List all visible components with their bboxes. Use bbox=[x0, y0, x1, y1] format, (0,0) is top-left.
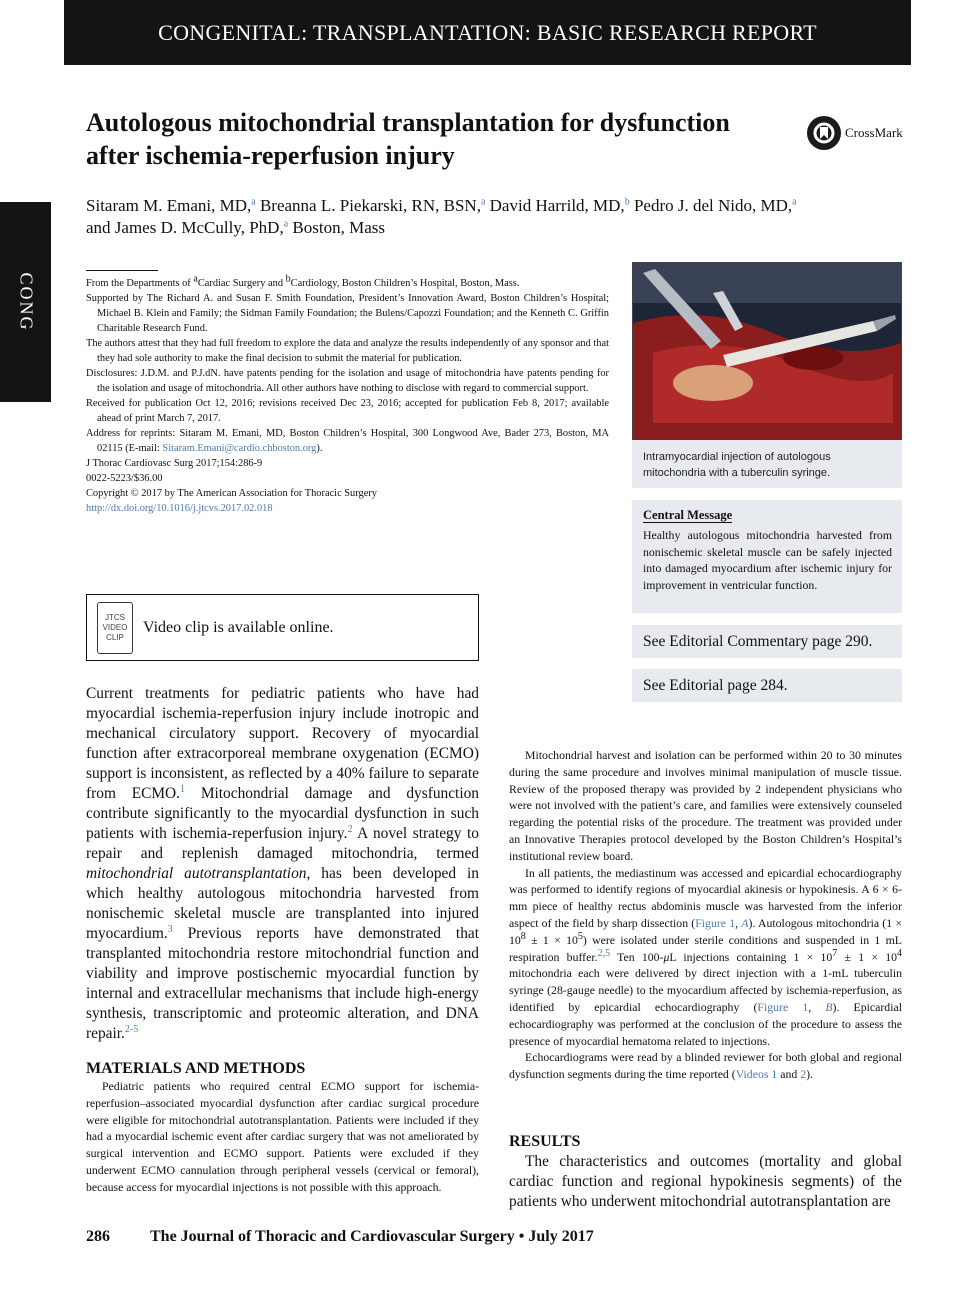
footnote-copyright: Copyright © 2017 by The American Association for Thoracic Surgery bbox=[86, 488, 377, 499]
side-tab-label: CONG bbox=[16, 272, 36, 332]
author: Sitaram M. Emani, MD, bbox=[86, 196, 252, 215]
author-affiliation[interactable]: a bbox=[480, 196, 486, 208]
intro-paragraph: Current treatments for pediatric patients who have had myocardial ischemia-reperfusion injury include inotropic and mechanical circulatory support. Recovery of myocardial function after extracorporeal membrane oxygenation (ECMO) support is inconsistent, as reflected by a 40% failure to separate from ECMO.$^1$ Mitochondrial damage and dysfunction contribute significantly to the myocardial dysfunction in such patients with ischemia-reperfusion injury.$^2$ A novel strategy to repair and replenish damaged mitochondria, termed mitochondrial autotransplantation, has been developed in which healthy autologous mitochondria harvested from nonischemic skeletal muscle are transplanted into injured myocardium.$^3$ Previous reports have demonstrated that transplanted mitochondria restore mitochondrial function and viability and improve postischemic myocardial function by internal and extracellular mechanisms that include high-energy synthesis, transcriptomic and proteomic alteration, and DNA repair.$^{2-5}$ bbox=[86, 685, 479, 1042]
article-title bbox=[86, 106, 786, 172]
footnote-affiliations: From the Departments of $^a$Cardiac Surgery and $^b$Cardiology, Boston Children’s Hospital, Boston, Mass. bbox=[86, 273, 520, 289]
title-line-1: Autologous mitochondrial transplantation for dysfunction bbox=[86, 108, 730, 137]
central-message-heading: Central Message bbox=[643, 508, 733, 522]
author: David Harrild, MD, bbox=[489, 196, 625, 215]
methods-section bbox=[86, 1060, 479, 1196]
methods-paragraph: Mitochondrial harvest and isolation can be performed within 20 to 30 minutes during the same procedure and involves minimal manipulation of muscle tissue. Review of the proposed therapy was provided by 2 independent physicians who were not involved with the patient’s care, and families were extensively counseled regarding the potential risks of the procedure. The treatment was provided under an Innovative Therapies protocol developed by the Boston Children’s Hospital’s institutional review board. bbox=[509, 748, 902, 863]
author-location: Boston, Mass bbox=[292, 218, 385, 237]
central-message-box bbox=[632, 500, 902, 613]
figure-photo bbox=[632, 262, 902, 442]
email-link[interactable]: Sitaram.Emani@cardio.chboston.org bbox=[162, 443, 317, 454]
author-affiliation[interactable]: a bbox=[251, 196, 256, 208]
editorial-commentary-link[interactable]: See Editorial Commentary page 290. bbox=[632, 625, 902, 658]
reference-link[interactable]: 2 bbox=[347, 823, 353, 835]
side-section-tab bbox=[0, 202, 51, 402]
reference-link[interactable]: 3 bbox=[167, 923, 173, 935]
reference-link[interactable]: 2-5 bbox=[124, 1023, 139, 1035]
author: Pedro J. del Nido, MD, bbox=[633, 196, 793, 215]
page-number: 286 bbox=[86, 1228, 110, 1245]
journal-name: The Journal of Thoracic and Cardiovascular Surgery • July 2017 bbox=[150, 1228, 594, 1245]
crossmark-badge[interactable] bbox=[807, 116, 903, 150]
running-title: CONGENITAL: TRANSPLANTATION: BASIC RESEARCH REPORT bbox=[158, 19, 817, 45]
footnotes bbox=[86, 273, 609, 516]
results-heading: RESULTS bbox=[509, 1133, 581, 1150]
crossmark-label: CrossMark bbox=[845, 125, 903, 140]
crossmark-icon bbox=[807, 116, 841, 150]
reference-link[interactable]: 1 bbox=[180, 783, 186, 795]
figure-link[interactable]: Figure 1 bbox=[757, 999, 809, 1014]
figure-caption: Intramyocardial injection of autologous mitochondria with a tuberculin syringe. bbox=[632, 440, 902, 488]
video-link[interactable]: 2 bbox=[800, 1067, 807, 1082]
video-clip-box[interactable] bbox=[86, 594, 479, 661]
title-line-2: after ischemia-reperfusion injury bbox=[86, 141, 455, 170]
author: Breanna L. Piekarski, RN, BSN, bbox=[259, 196, 481, 215]
methods-heading: MATERIALS AND METHODS bbox=[86, 1060, 306, 1077]
video-link[interactable]: Videos 1 bbox=[735, 1067, 778, 1082]
editorial-link[interactable]: See Editorial page 284. bbox=[632, 669, 902, 702]
footnote-citation: J Thorac Cardiovasc Surg 2017;154:286-9 bbox=[86, 458, 263, 469]
figure-link[interactable]: Figure 1 bbox=[695, 915, 736, 930]
footnote-rule bbox=[86, 270, 158, 271]
footnote-attestation: The authors attest that they had full freedom to explore the data and analyze the results independently of any sponsor and that they had sole authority to make the final decision to submit the material for publication. bbox=[86, 338, 609, 364]
author: and James D. McCully, PhD, bbox=[86, 218, 284, 237]
author-affiliation[interactable]: a bbox=[792, 196, 797, 208]
running-header bbox=[64, 0, 911, 65]
methods-continued bbox=[509, 747, 902, 1083]
video-clip-text: Video clip is available online. bbox=[143, 618, 334, 636]
methods-paragraph: Echocardiograms were read by a blinded reviewer for both global and regional dysfunction segments during the time reported (Videos 1 and 2). bbox=[509, 1050, 902, 1082]
footnote-address: Address for reprints: Sitaram M. Emani, MD, Boston Children’s Hospital, 300 Longwood Ave, Bader 273, Boston, MA 02115 (E-mail: Sitaram.Emani@cardio.chboston.org). bbox=[86, 428, 609, 454]
footnote-disclosures: Disclosures: J.D.M. and P.J.dN. have patents pending for the isolation and usage of mitochondria have patents pending for the isolation and usage of mitochondria. All other authors have nothing to disclose with regard to commercial support. bbox=[86, 368, 609, 394]
footnote-dates: Received for publication Oct 12, 2016; revisions received Dec 23, 2016; accepted for publication Feb 8, 2017; available ahead of print March 7, 2017. bbox=[86, 398, 609, 424]
author-affiliation[interactable]: a bbox=[283, 218, 289, 230]
author-affiliation[interactable]: b bbox=[624, 196, 630, 208]
footnote-issn: 0022-5223/$36.00 bbox=[86, 473, 163, 484]
video-clip-icon: JTCS VIDEO CLIP bbox=[97, 602, 133, 654]
footnote-funding: Supported by The Richard A. and Susan F. Smith Foundation, President’s Innovation Award, Boston Children’s Hospital; Michael B. Klein and Family; the Sidman Family Foundation; the Bulens/Capozzi Foundation; and the Kenneth C. Griffin Charitable Research Fund. bbox=[86, 293, 609, 334]
methods-paragraph: In all patients, the mediastinum was accessed and epicardial echocardiography was performed to identify regions of myocardial akinesis or hypokinesis. A 6 × 6-mm piece of healthy rectus abdominis muscle was harvested from the inferior aspect of the field by sharp dissection (Figure 1, A). Autologous mitochondria $(1 \times 10^8 \pm 1 \times 10^5)$ were isolated under sterile conditions and suspended in 1 mL respiration buffer.$^{2,5}$ Ten 100-μL injections containing $1 \times 10^7 \pm 1 \times 10^4$ mitochondria each were delivered by direct injection with a 1-mL tuberculin syringe (28-gauge needle) to the myocardium affected by ischemia-reperfusion, as identified by epicardial echocardiography (Figure 1, B). Epicardial echocardiography was performed at the conclusion of the procedure to assess the presence of myocardial hematoma related to injections. bbox=[509, 865, 902, 1048]
introduction bbox=[86, 684, 479, 1044]
central-message-text: Healthy autologous mitochondria harvested from nonischemic skeletal muscle can be safely injected into damaged myocardium after ischemic injury for improvement in ventricular function. bbox=[643, 528, 892, 592]
results-section bbox=[509, 1132, 902, 1212]
results-paragraph: The characteristics and outcomes (mortality and global cardiac function and regional hypokinesis segments) of the patients who underwent mitochondrial autotransplantation are bbox=[509, 1153, 902, 1210]
page-footer bbox=[86, 1228, 906, 1246]
methods-paragraph: Pediatric patients who required central ECMO support for ischemia-reperfusion–associated myocardial dysfunction after cardiac surgical procedure were eligible for mitochondrial autotransplantation. Patients were included if they had a myocardial ischemic event after cardiac surgery that was not ameliorated by surgical intervention and ECMO support. Patients were excluded if they underwent ECMO cannulation through peripheral vessels (cervical or femoral), because access for myocardial injections is not possible with this approach. bbox=[86, 1079, 479, 1194]
doi-link[interactable]: http://dx.doi.org/10.1016/j.jtcvs.2017.02.018 bbox=[86, 503, 273, 514]
author-list bbox=[86, 195, 886, 239]
surgery-photo-icon bbox=[633, 263, 901, 441]
reference-link[interactable]: 2,5 bbox=[597, 947, 611, 959]
